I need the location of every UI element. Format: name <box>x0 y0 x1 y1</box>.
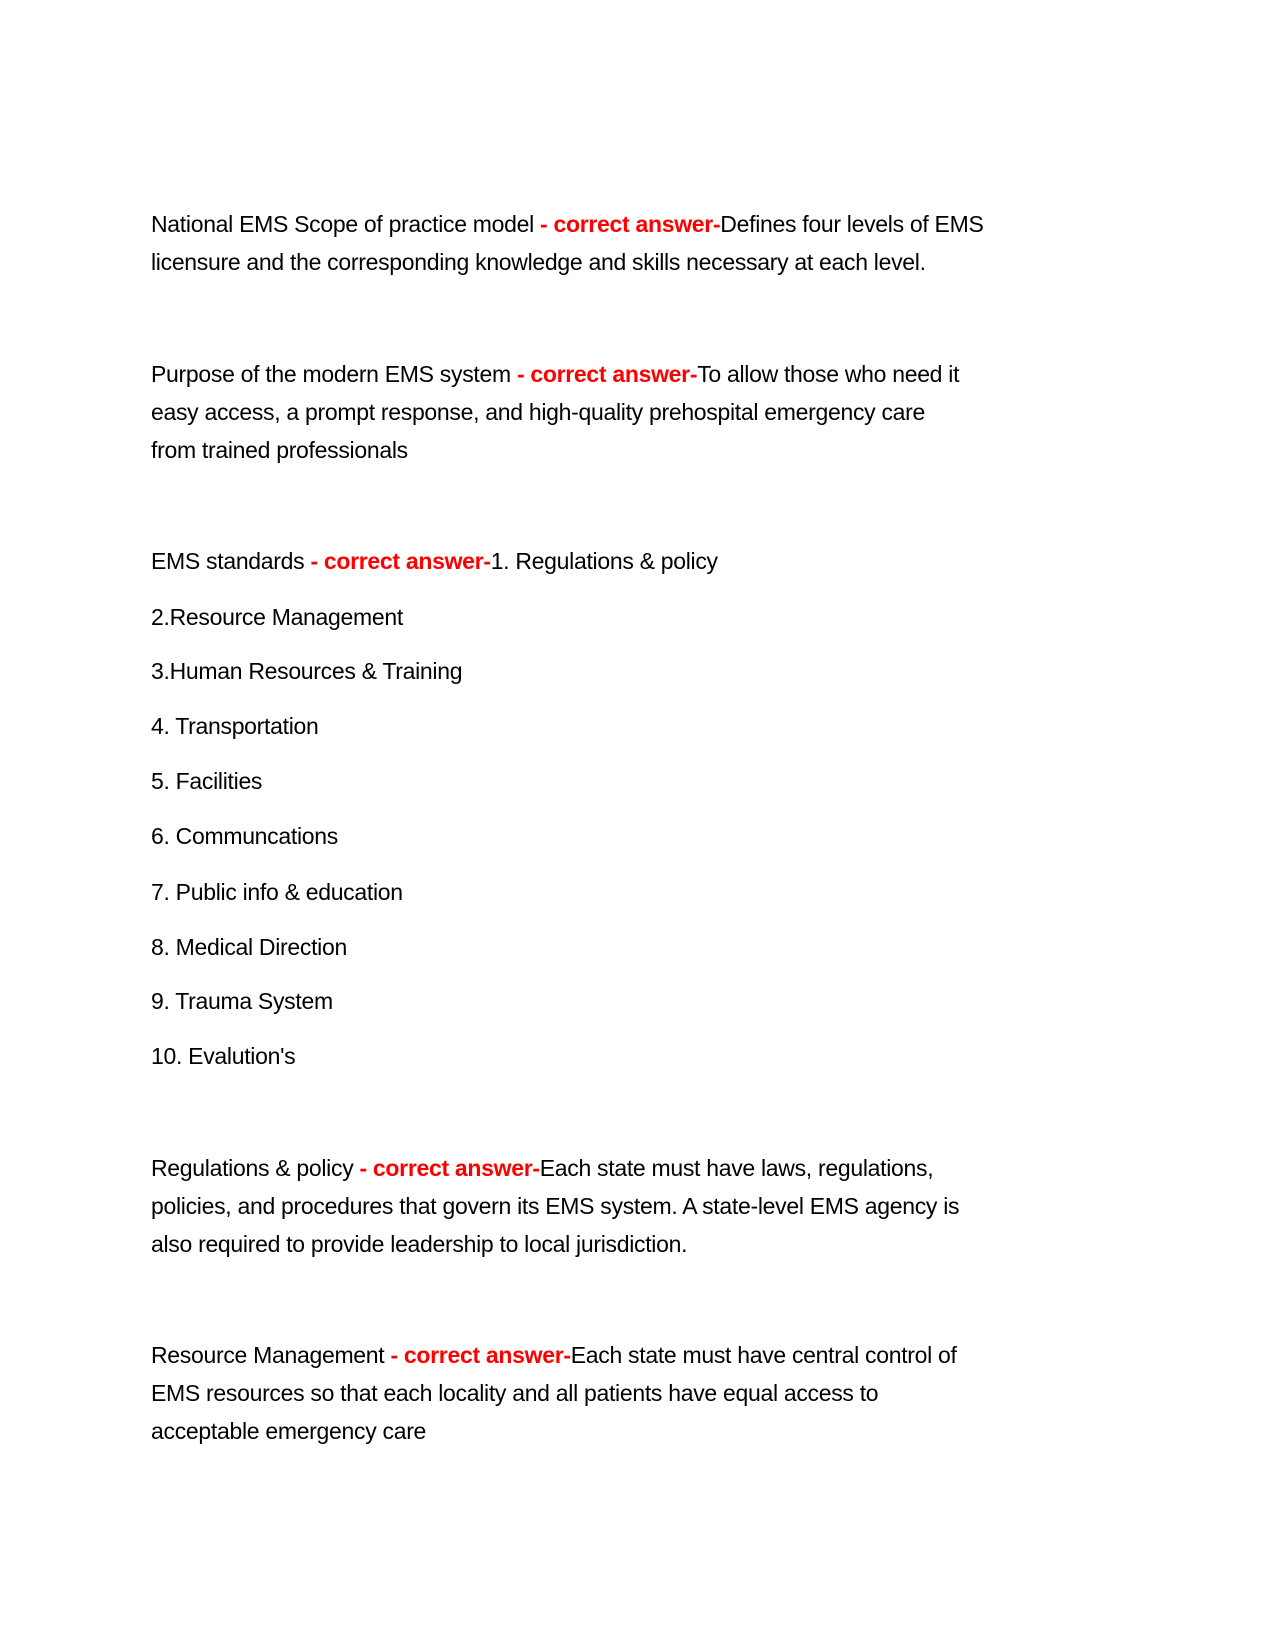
list-item: 9. Trauma System <box>151 988 333 1014</box>
answer-marker: - correct answer- <box>310 548 491 574</box>
entry-line <box>151 1153 933 1183</box>
term: Regulations & policy <box>151 1155 360 1181</box>
answer-line: licensure and the corresponding knowledge and skills necessary at each level. <box>151 249 926 275</box>
list-item: 5. Facilities <box>151 768 263 794</box>
term: Purpose of the modern EMS system <box>151 361 517 387</box>
list-item: 7. Public info & education <box>151 879 403 905</box>
answer-text: To allow those who need it <box>697 361 960 387</box>
answer-line: policies, and procedures that govern its EMS system. A state-level EMS agency is <box>151 1193 960 1219</box>
answer-line: also required to provide leadership to local jurisdiction. <box>151 1231 688 1257</box>
answer-line: from trained professionals <box>151 437 408 463</box>
entry-line <box>151 359 959 389</box>
entry-line <box>151 1340 957 1370</box>
answer-text: 1. Regulations & policy <box>490 548 718 574</box>
answer-marker: - correct answer- <box>540 211 721 237</box>
answer-text: Each state must have laws, regulations, <box>539 1155 934 1181</box>
term: Resource Management <box>151 1342 391 1368</box>
answer-marker: - correct answer- <box>390 1342 571 1368</box>
answer-marker: - correct answer- <box>516 361 698 387</box>
list-item: 8. Medical Direction <box>151 934 347 960</box>
answer-line: EMS resources so that each locality and all patients have equal access to <box>151 1380 879 1406</box>
entry-line <box>151 546 718 576</box>
answer-line: easy access, a prompt response, and high-quality prehospital emergency care <box>151 399 925 425</box>
list-item: 4. Transportation <box>151 713 319 739</box>
term: EMS standards <box>151 548 311 574</box>
list-item: 6. Communcations <box>151 823 338 849</box>
list-item: 2.Resource Management <box>151 604 403 630</box>
term: National EMS Scope of practice model <box>151 211 541 237</box>
list-item: 3.Human Resources & Training <box>151 658 463 684</box>
answer-marker: - correct answer- <box>359 1155 540 1181</box>
answer-line: acceptable emergency care <box>151 1418 427 1444</box>
entry-line <box>151 209 984 239</box>
answer-text: Defines four levels of EMS <box>720 211 984 237</box>
list-item: 10. Evalution's <box>151 1043 296 1069</box>
answer-text: Each state must have central control of <box>570 1342 957 1368</box>
